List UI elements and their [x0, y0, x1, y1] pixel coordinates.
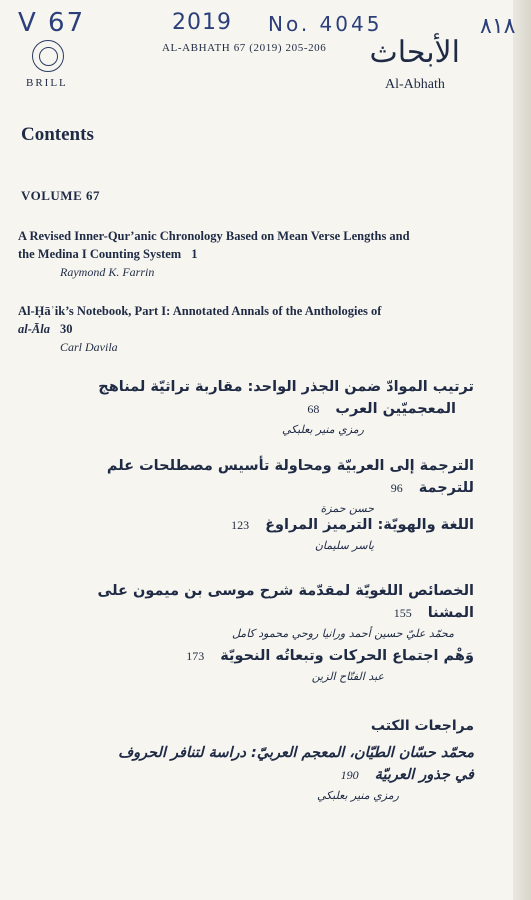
toc-entry-arabic: [14, 580, 474, 644]
toc-entry-arabic: [74, 376, 474, 440]
entry-title-line: وَهْم اجتماع الحركات وتبعاتُه النحويّة: [220, 648, 474, 664]
brill-seal-icon: [32, 40, 64, 72]
entry-page-number: 123: [231, 518, 250, 532]
journal-logo-arabic: الأبحاث: [369, 36, 460, 69]
paper-edge: [513, 0, 531, 900]
entry-title-line: الخصائص اللغويّة لمقدّمة شرح موسى بن ميمون على المشنا: [97, 583, 474, 621]
entry-page-number: 68: [307, 402, 320, 416]
entry-title-line: محمّد حسّان الطيّان، المعجم العربيّ: دراسة لتنافر الحروف: [118, 745, 474, 761]
entry-page-number: 173: [186, 649, 205, 663]
toc-entry: [18, 302, 448, 356]
handwritten-volume-note: V 67: [18, 8, 86, 38]
journal-reference: AL-ABHATH 67 (2019) 205-206: [162, 42, 327, 54]
handwritten-year-note: 2019: [172, 10, 232, 35]
toc-entry-review: [14, 742, 474, 806]
entry-page-number: 96: [390, 481, 403, 495]
entry-author: Raymond K. Farrin: [60, 265, 155, 279]
entry-page-number: 190: [340, 768, 359, 782]
journal-logo-latin: Al-Abhath: [385, 77, 445, 92]
handwritten-number-note: No. 4045: [268, 12, 383, 36]
entry-author: رمزي منير بعلبكي: [281, 423, 364, 436]
entry-title-line: the Medina I Counting System: [18, 247, 182, 261]
entry-author: حسن حمزة: [320, 502, 374, 515]
page-title: Contents: [21, 124, 94, 145]
entry-page-number: 1: [191, 247, 198, 261]
entry-author: محمّد عليّ حسين أحمد ورانيا روحي محمود كامل: [231, 627, 454, 640]
entry-title-line: al-Āla: [18, 322, 50, 336]
toc-entry-arabic: [54, 645, 474, 687]
toc-entry: [18, 227, 448, 281]
entry-page-number: 155: [393, 606, 412, 620]
entry-title-line: ترتيب الموادّ ضمن الجذر الواحد: مقاربة تراثيّة لمناهج: [98, 379, 474, 395]
entry-title-line: A Revised Inner-Qur’anic Chronology Based on Mean Verse Lengths and: [18, 229, 410, 243]
entry-title-line: المعجميّين العرب: [335, 401, 456, 417]
toc-entry-arabic: [54, 455, 474, 519]
book-reviews-heading: مراجعات الكتب: [370, 718, 474, 734]
entry-page-number: 30: [59, 322, 73, 336]
entry-author: Carl Davila: [60, 340, 118, 354]
entry-title-line: الترجمة إلى العربيّة ومحاولة تأسيس مصطلحات علم للترجمة: [106, 458, 474, 496]
toc-entry-arabic: [54, 514, 474, 556]
entry-author: عبد الفتّاح الزين: [311, 670, 384, 683]
entry-author: ياسر سليمان: [314, 539, 374, 552]
entry-title-line: اللغة والهويّة: الترميز المراوغ: [265, 517, 474, 533]
publisher-name: BRILL: [26, 77, 68, 89]
entry-title-line: Al-Ḥāʾik’s Notebook, Part I: Annotated Annals of the Anthologies of: [18, 304, 382, 318]
volume-label: VOLUME 67: [21, 188, 100, 203]
entry-title-line: في جذور العربيّة: [374, 767, 474, 783]
handwritten-page-note: ٨١٨: [480, 14, 516, 39]
entry-author: رمزي منير بعلبكي: [316, 789, 399, 802]
